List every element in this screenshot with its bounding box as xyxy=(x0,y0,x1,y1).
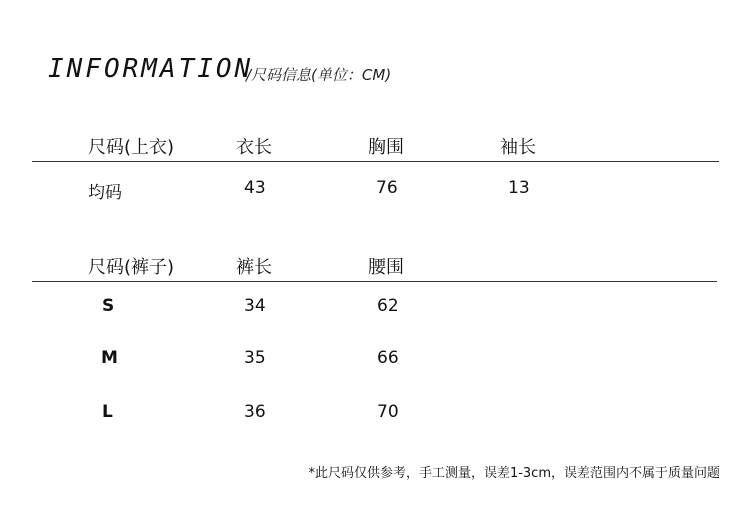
top-row-sleeve: 13 xyxy=(508,178,530,198)
pants-row-length: 35 xyxy=(244,348,266,368)
top-row-size: 均码 xyxy=(88,183,122,203)
pants-row-size: S xyxy=(102,296,115,316)
pants-row-size: M xyxy=(101,348,118,368)
pants-row-length: 36 xyxy=(244,402,266,422)
top-header-length: 衣长 xyxy=(236,137,272,158)
pants-header-length: 裤长 xyxy=(236,257,272,278)
pants-header-rule xyxy=(32,281,717,282)
pants-row-size: L xyxy=(102,402,113,422)
pants-header-waist: 腰围 xyxy=(368,257,404,278)
pants-row-waist: 62 xyxy=(377,296,399,316)
pants-row-waist: 66 xyxy=(377,348,399,368)
top-header-size: 尺码(上衣) xyxy=(88,137,175,158)
top-header-rule xyxy=(32,161,719,162)
pants-header-size: 尺码(裤子) xyxy=(88,257,175,278)
top-header-chest: 胸围 xyxy=(368,137,404,158)
top-row-length: 43 xyxy=(244,178,266,198)
top-header-sleeve: 袖长 xyxy=(500,137,536,158)
measurement-note: *此尺码仅供参考，手工测量，误差1-3cm，误差范围内不属于质量问题 xyxy=(308,466,720,481)
page-subtitle: /尺码信息(单位：CM) xyxy=(246,66,392,84)
page-title: INFORMATION xyxy=(48,54,254,84)
pants-row-waist: 70 xyxy=(377,402,399,422)
pants-row-length: 34 xyxy=(244,296,266,316)
top-row-chest: 76 xyxy=(376,178,398,198)
